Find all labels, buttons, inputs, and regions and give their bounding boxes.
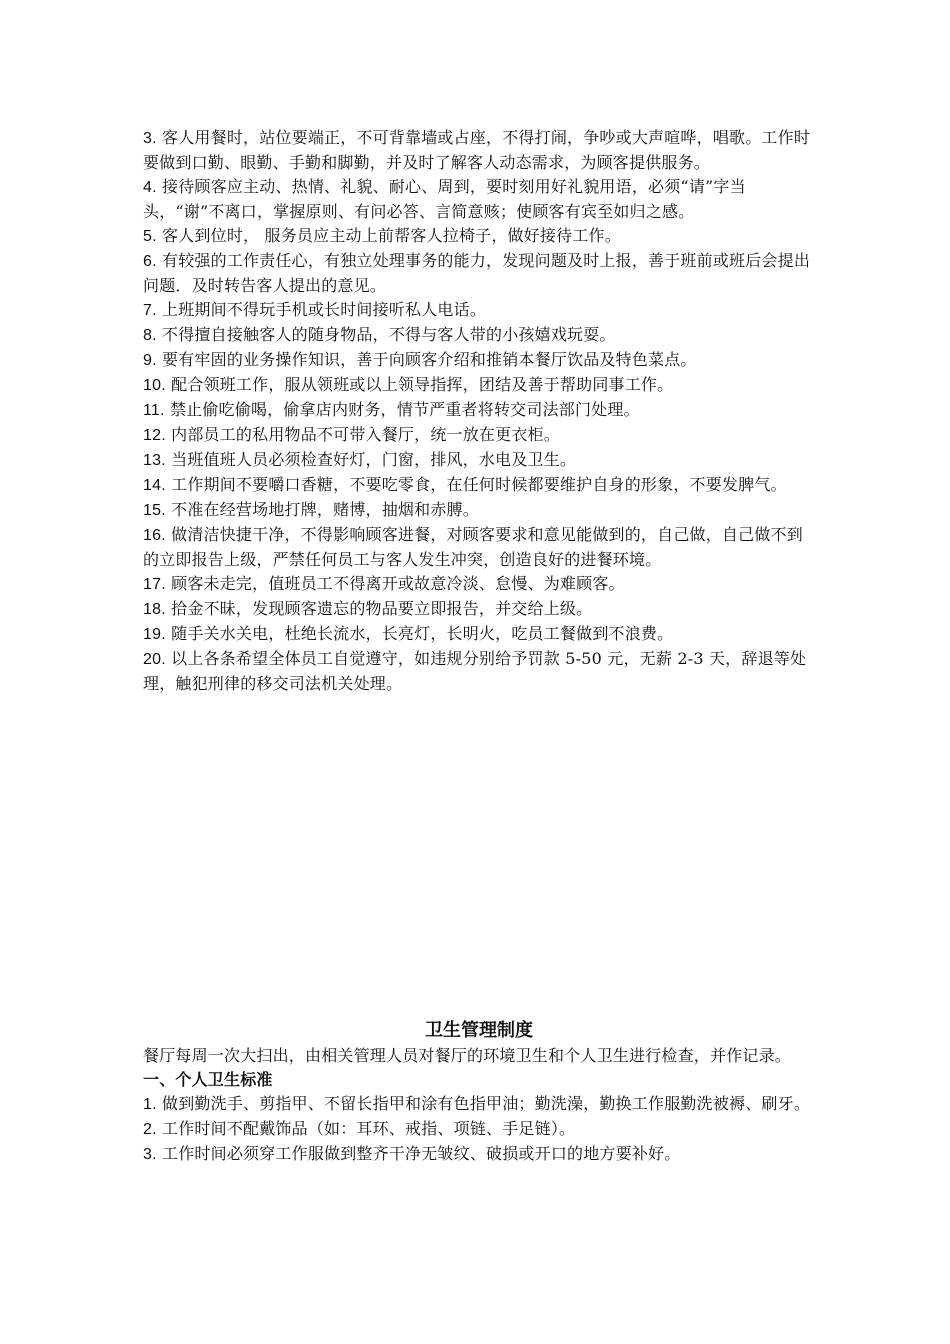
rule-item-8 (143, 323, 815, 348)
rule-text: 接待顾客应主动、热情、礼貌、耐心、周到，要时刻用好礼貌用语，必须“请”字当头，“谢”不离口，掌握原则、有问必答、言简意赅；使顾客有宾至如归之感。 (143, 177, 746, 221)
rule-text: 不准在经营场地打牌，赌博，抽烟和赤膊。 (165, 500, 479, 519)
hygiene-item-3 (143, 1142, 815, 1167)
rule-item-3 (143, 126, 815, 175)
hygiene-item-2 (143, 1117, 815, 1142)
rule-text: 不得擅自接触客人的随身物品，不得与客人带的小孩嬉戏玩耍。 (156, 325, 616, 344)
section-title: 卫生管理制度 (425, 1020, 533, 1041)
rule-text: 客人到位时， 服务员应主动上前帮客人拉椅子，做好接待工作。 (156, 226, 621, 245)
rule-text: 顾客未走完，值班员工不得离开或故意冷淡、怠慢、为难顾客。 (165, 574, 625, 593)
rule-number: 19. (143, 626, 166, 643)
hygiene-text: 做到勤洗手、剪指甲、不留长指甲和涂有色指甲油；勤洗澡，勤换工作服勤洗被褥、刷牙。 (156, 1094, 811, 1113)
rule-number: 3. (143, 130, 157, 147)
hygiene-text: 工作时间必须穿工作服做到整齐干净无皱纹、破损或开口的地方要补好。 (156, 1144, 681, 1163)
rule-item-19 (143, 622, 815, 647)
rule-item-7 (143, 298, 815, 323)
rule-item-18 (143, 597, 815, 622)
hygiene-text: 工作时间不配戴饰品（如：耳环、戒指、项链、手足链）。 (156, 1119, 576, 1138)
rule-text: 要有牢固的业务操作知识，善于向顾客介绍和推销本餐厅饮品及特色菜点。 (156, 350, 697, 369)
hygiene-number: 3. (143, 1146, 157, 1163)
rule-item-15 (143, 498, 815, 523)
rule-text: 配合领班工作，服从领班或以上领导指挥，团结及善于帮助同事工作。 (165, 375, 674, 394)
rule-number: 6. (143, 253, 157, 270)
rule-number: 16. (143, 527, 166, 544)
rule-text: 随手关水关电，杜绝长流水，长亮灯，长明火，吃员工餐做到不浪费。 (165, 624, 674, 643)
rule-item-14 (143, 473, 815, 498)
rule-item-4 (143, 175, 815, 224)
rule-item-10 (143, 373, 815, 398)
hygiene-number: 1. (143, 1096, 157, 1113)
rule-text: 做清洁快捷干净，不得影响顾客进餐，对顾客要求和意见能做到的，自己做，自己做不到的立即报告上级，严禁任何员工与客人发生冲突，创造良好的进餐环境。 (143, 525, 803, 569)
rule-text: 禁止偷吃偷喝，偷拿店内财务，情节严重者将转交司法部门处理。 (164, 400, 640, 419)
rule-item-12 (143, 423, 815, 448)
rule-item-13 (143, 448, 815, 473)
rule-item-17 (143, 572, 815, 597)
hygiene-section (143, 1044, 815, 1167)
rule-item-9 (143, 348, 815, 373)
rule-text: 有较强的工作责任心，有独立处理事务的能力，发现问题及时上报，善于班前或班后会提出问题．及时转告客人提出的意见。 (143, 251, 811, 295)
rule-number: 9. (143, 352, 157, 369)
rule-number: 11. (143, 402, 165, 419)
rule-item-6 (143, 249, 815, 298)
rule-number: 20. (143, 651, 166, 668)
rule-text: 内部员工的私用物品不可带入餐厅，统一放在更衣柜。 (165, 425, 560, 444)
rule-number: 5. (143, 228, 157, 245)
subsection-title: 一、个人卫生标准 (143, 1070, 273, 1089)
rule-text: 拾金不昧，发现顾客遗忘的物品要立即报告，并交给上级。 (165, 599, 593, 618)
rule-number: 4. (143, 179, 157, 196)
rule-number: 17. (143, 576, 166, 593)
rule-number: 18. (143, 601, 166, 618)
rule-item-20 (143, 647, 815, 696)
hygiene-intro: 餐厅每周一次大扫出，由相关管理人员对餐厅的环境卫生和个人卫生进行检查，并作记录。 (143, 1046, 792, 1065)
service-rules-list (143, 126, 815, 696)
rule-text: 客人用餐时，站位要端正，不可背靠墙或占座，不得打闹，争吵或大声喧哗，唱歌。工作时要做到口勤、眼勤、手勤和脚勤，并及时了解客人动态需求，为顾客提供服务。 (143, 128, 811, 172)
rule-number: 12. (143, 427, 166, 444)
rule-text: 上班期间不得玩手机或长时间接听私人电话。 (156, 300, 487, 319)
rule-number: 13. (143, 452, 166, 469)
rule-number: 15. (143, 502, 166, 519)
rule-item-11 (143, 398, 815, 423)
rule-text: 工作期间不要嚼口香糖，不要吃零食，在任何时候都要维护自身的形象，不要发脾气。 (165, 475, 787, 494)
hygiene-number: 2. (143, 1121, 157, 1138)
rule-number: 8. (143, 327, 157, 344)
rule-number: 7. (143, 302, 157, 319)
rule-text: 以上各条希望全体员工自觉遵守，如违规分别给予罚款 5-50 元，无薪 2-3 天，辞退等处理，触犯刑律的移交司法机关处理。 (143, 649, 807, 693)
rule-number: 10. (143, 377, 166, 394)
rule-number: 14. (143, 477, 166, 494)
hygiene-item-1 (143, 1092, 815, 1117)
rule-item-16 (143, 523, 815, 572)
rule-text: 当班值班人员必须检查好灯，门窗，排风，水电及卫生。 (165, 450, 577, 469)
rule-item-5 (143, 224, 815, 249)
